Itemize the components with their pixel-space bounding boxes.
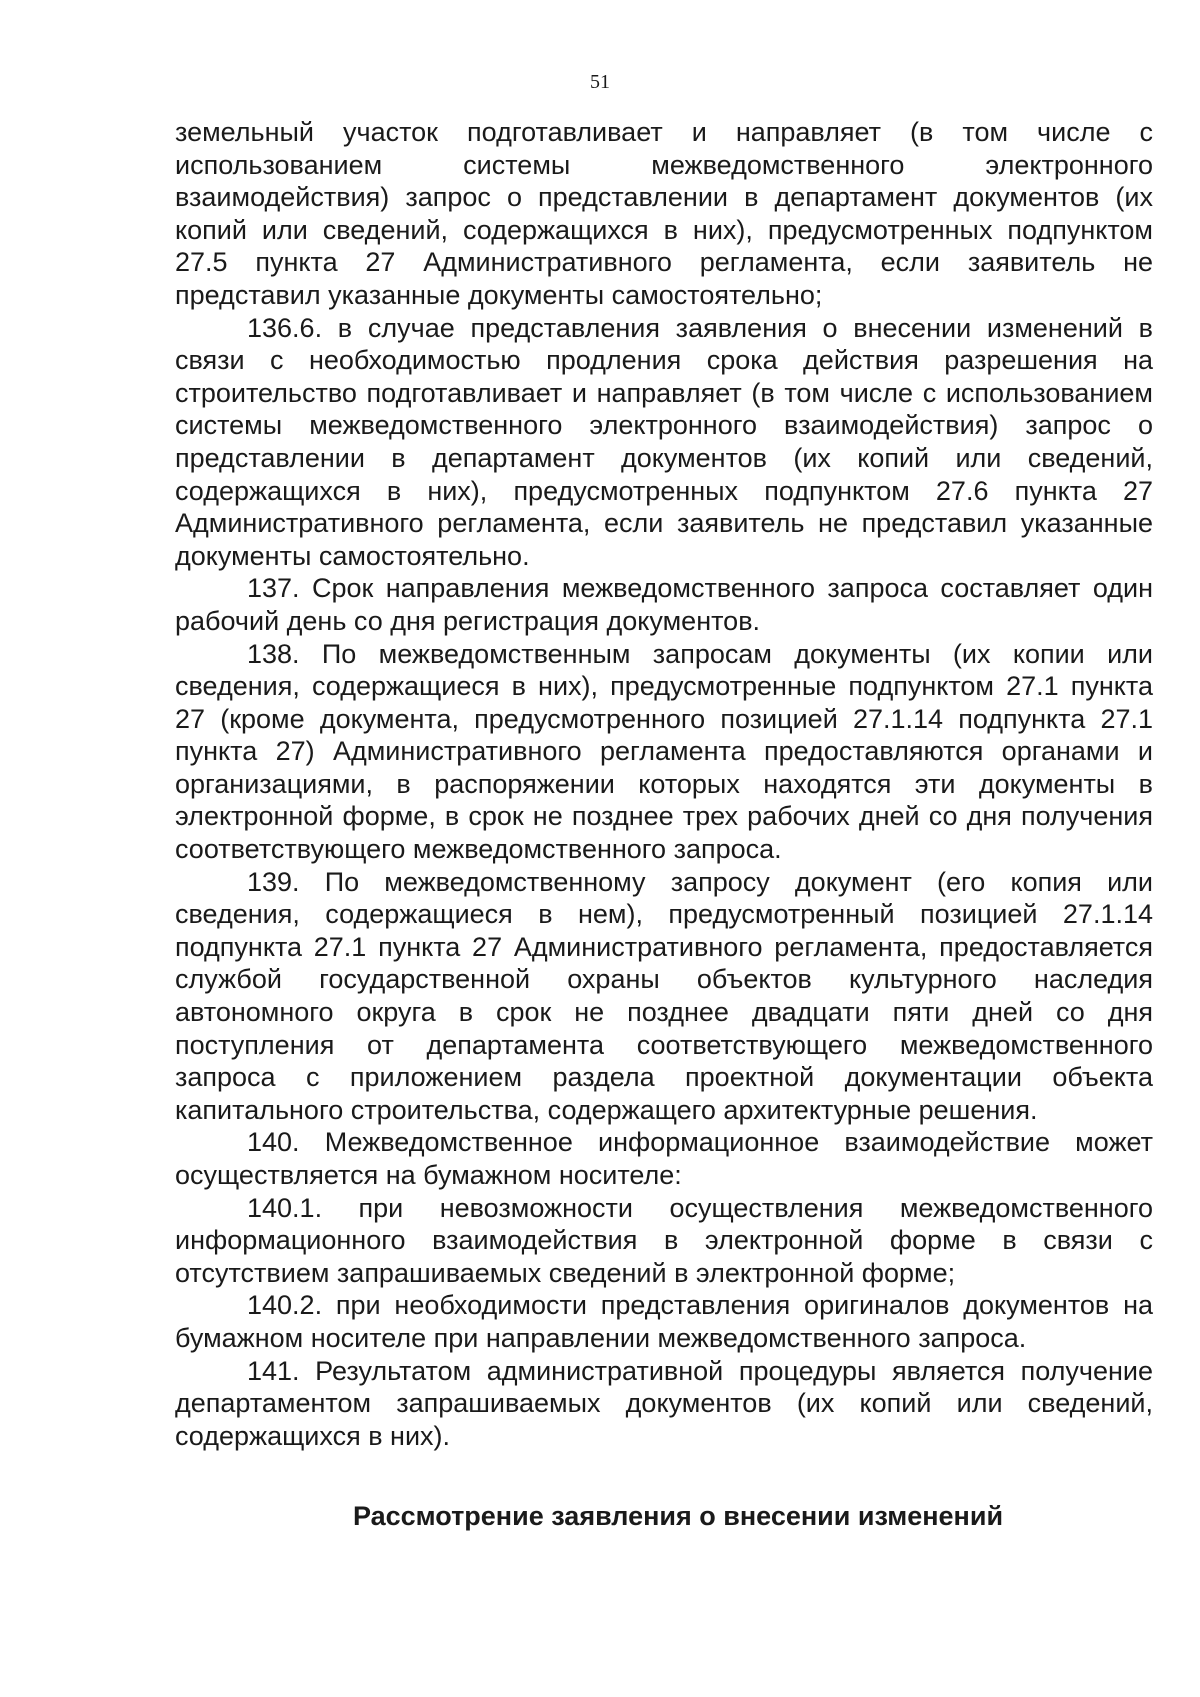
document-body bbox=[175, 116, 1153, 1532]
paragraph-140: 140. Межведомственное информационное взаимодействие может осуществляется на бумажном носителе: bbox=[175, 1127, 1153, 1190]
paragraph-141: 141. Результатом административной процедуры является получение департаментом запрашиваемых документов (их копий или сведений, содержащихся в них). bbox=[175, 1355, 1153, 1451]
paragraph-137: 137. Срок направления межведомственного запроса составляет один рабочий день со дня регистрация документов. bbox=[175, 573, 1153, 636]
paragraph-continuation: земельный участок подготавливает и направляет (в том числе с использованием системы межведомственного электронного взаимодействия) запрос о представлении в департамент документов (их копий или сведений, содержащихся в них), предусмотренных подпунктом 27.5 пункта 27 Административного регламента, если заявитель не представил указанные документы самостоятельно; bbox=[175, 117, 1153, 310]
paragraph-140-1: 140.1. при невозможности осуществления межведомственного информационного взаимодействия в электронной форме в связи с отсутствием запрашиваемых сведений в электронной форме; bbox=[175, 1192, 1153, 1288]
section-heading: Рассмотрение заявления о внесении изменений bbox=[352, 1501, 1004, 1532]
paragraph-136-6: 136.6. в случае представления заявления о внесении изменений в связи с необходимостью продления срока действия разрешения на строительство подготавливает и направляет (в том числе с использованием системы межведомственного электронного взаимодействия) запрос о представлении в департамент документов (их копий или сведений, содержащихся в них), предусмотренных подпунктом 27.6 пункта 27 Административного регламента, если заявитель не представил указанные документы самостоятельно. bbox=[175, 312, 1153, 571]
paragraph-138: 138. По межведомственным запросам документы (их копии или сведения, содержащиеся в них), предусмотренные подпунктом 27.1 пункта 27 (кроме документа, предусмотренного позицией 27.1.14 подпункта 27.1 пункта 27) Административного регламента предоставляются органами и организациями, в распоряжении которых находятся эти документы в электронной форме, в срок не позднее трех рабочих дней со дня получения соответствующего межведомственного запроса. bbox=[175, 638, 1153, 865]
page-number: 51 bbox=[590, 71, 610, 93]
paragraph-139: 139. По межведомственному запросу документ (его копия или сведения, содержащиеся в нем), предусмотренный позицией 27.1.14 подпункта 27.1 пункта 27 Административного регламента, предоставляется службой государственной охраны объектов культурного наследия автономного округа в срок не позднее двадцати пяти дней со дня поступления от департамента соответствующего межведомственного запроса с приложением раздела проектной документации объекта капитального строительства, содержащего архитектурные решения. bbox=[175, 866, 1153, 1125]
paragraph-140-2: 140.2. при необходимости представления оригиналов документов на бумажном носителе при направлении межведомственного запроса. bbox=[175, 1290, 1153, 1353]
